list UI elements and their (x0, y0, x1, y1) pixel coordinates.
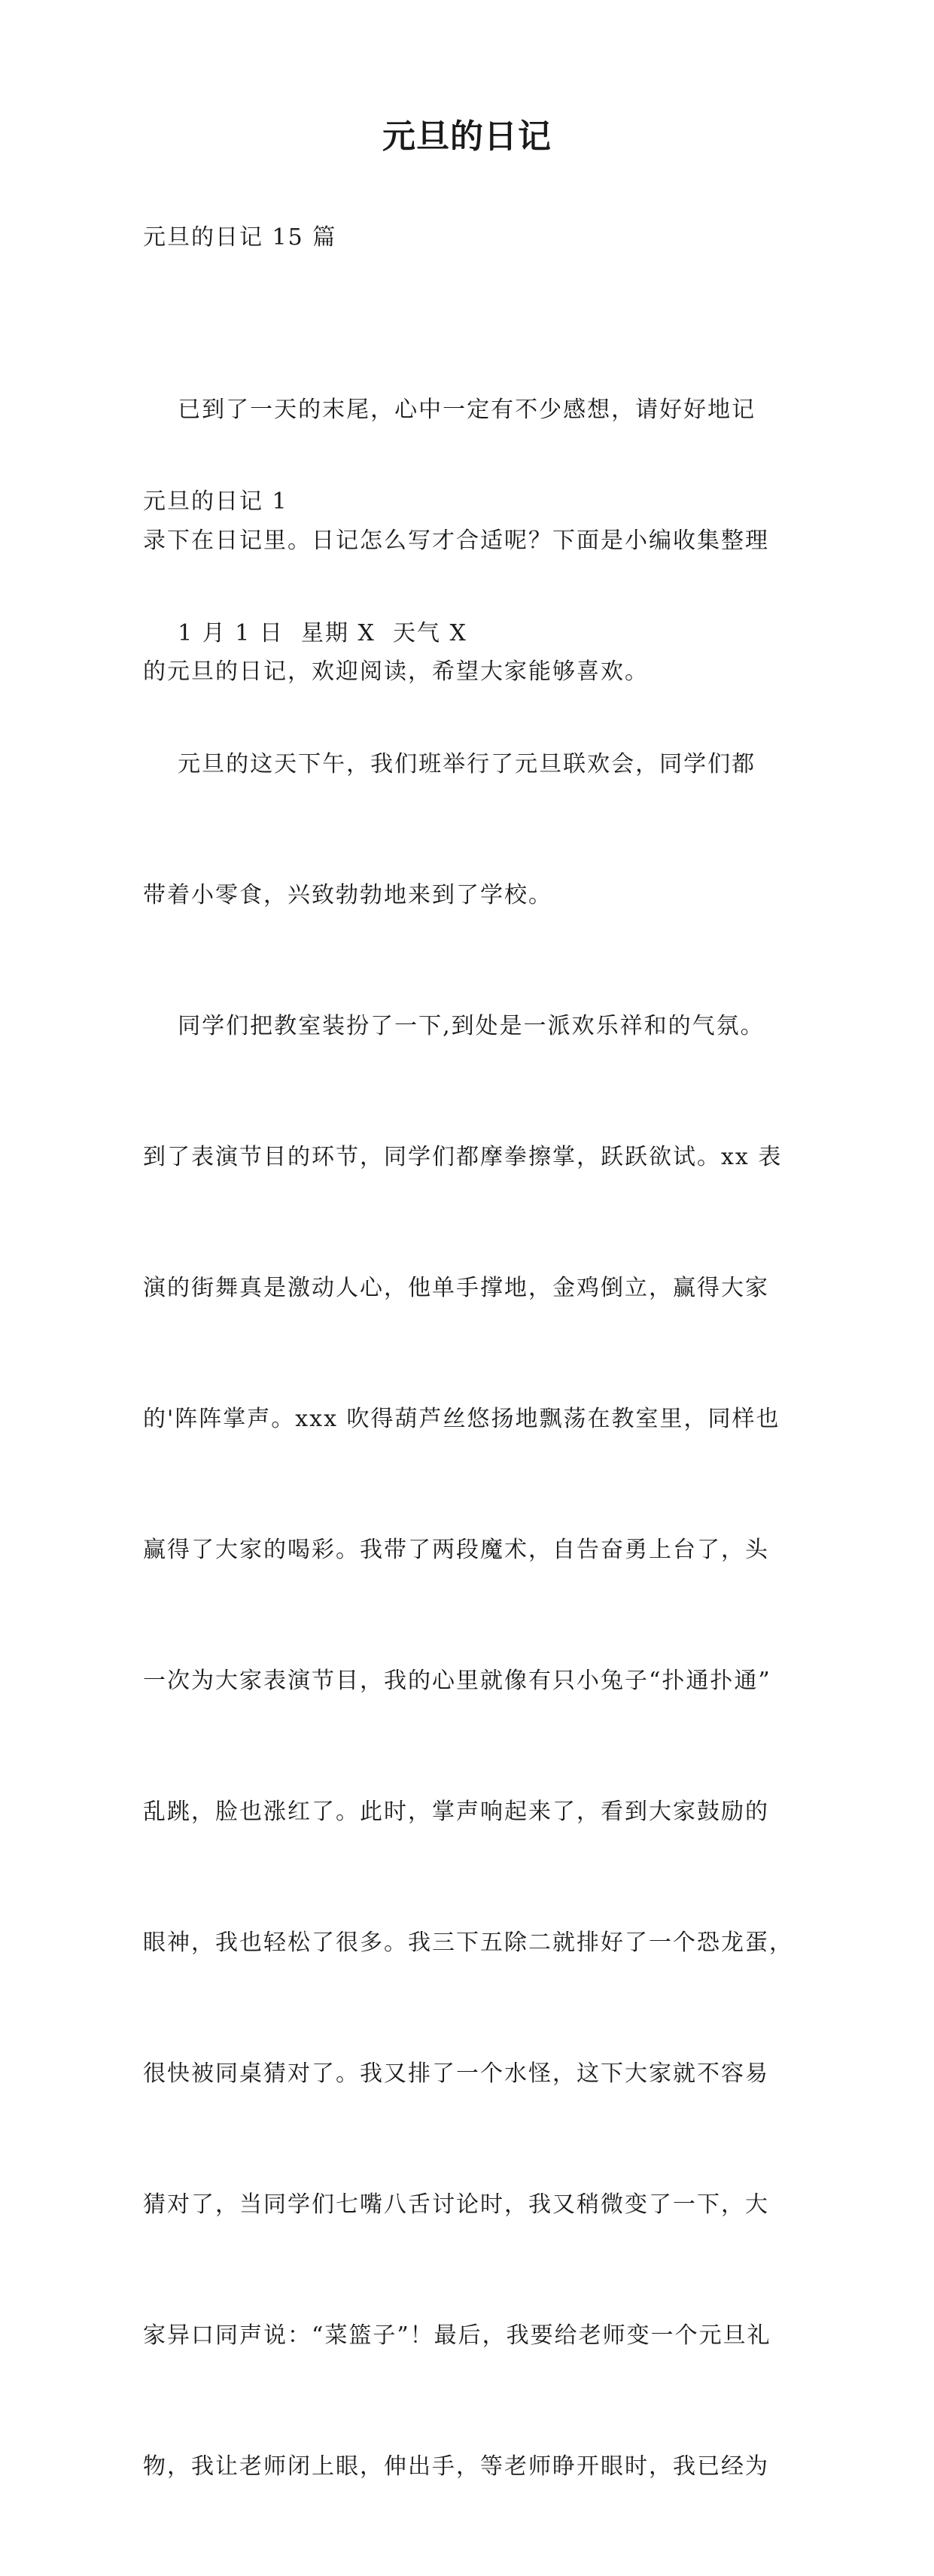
entry-line: 眼神，我也轻松了很多。我三下五除二就排好了一个恐龙蛋， (143, 1930, 793, 1956)
document-subtitle: 元旦的日记 15 篇 (143, 224, 337, 251)
entry-line: 很快被同桌猜对了。我又排了一个水怪，这下大家就不容易 (143, 2060, 769, 2087)
entry-line: 的'阵阵掌声。xxx 吹得葫芦丝悠扬地飘荡在教室里，同样也 (143, 1406, 780, 1432)
entry-line: 带着小零食，兴致勃勃地来到了学校。 (143, 882, 552, 908)
entry-line: 元旦的这天下午，我们班举行了元旦联欢会，同学们都 (143, 751, 756, 777)
intro-line: 已到了一天的末尾，心中一定有不少感想，请好好地记 (143, 397, 756, 423)
entry-line: 同学们把教室装扮了一下,到处是一派欢乐祥和的气氛。 (143, 1013, 765, 1039)
entry-line: 到了表演节目的环节，同学们都摩拳擦掌，跃跃欲试。xx 表 (143, 1144, 783, 1170)
diary-entry (143, 525, 793, 2576)
intro-line: 的元旦的日记，欢迎阅读，希望大家能够喜欢。 (143, 658, 649, 685)
entry-line: 演的街舞真是激动人心，他单手撑地，金鸡倒立，赢得大家 (143, 1275, 769, 1301)
entry-line: 猜对了，当同学们七嘴八舌讨论时，我又稍微变了一下，大 (143, 2191, 769, 2218)
entry-line: 赢得了大家的喝彩。我带了两段魔术，自告奋勇上台了，头 (143, 1537, 769, 1563)
section-heading: 元旦的日记 1 (143, 488, 288, 515)
entry-line: 家异口同声说：“菜篮子”！最后，我要给老师变一个元旦礼 (143, 2322, 771, 2349)
entry-line: 一次为大家表演节目，我的心里就像有只小兔子“扑通扑通” (143, 1668, 771, 1694)
entry-line: 乱跳，脸也涨红了。此时，掌声响起来了，看到大家鼓励的 (143, 1799, 769, 1825)
intro-line: 录下在日记里。日记怎么写才合适呢？下面是小编收集整理 (143, 528, 769, 554)
entry-date-line: 1 月 1 日 星期 X 天气 X (143, 620, 467, 646)
entry-line: 物，我让老师闭上眼，伸出手，等老师睁开眼时，我已经为 (143, 2453, 769, 2480)
page-title: 元旦的日记 (382, 117, 552, 156)
